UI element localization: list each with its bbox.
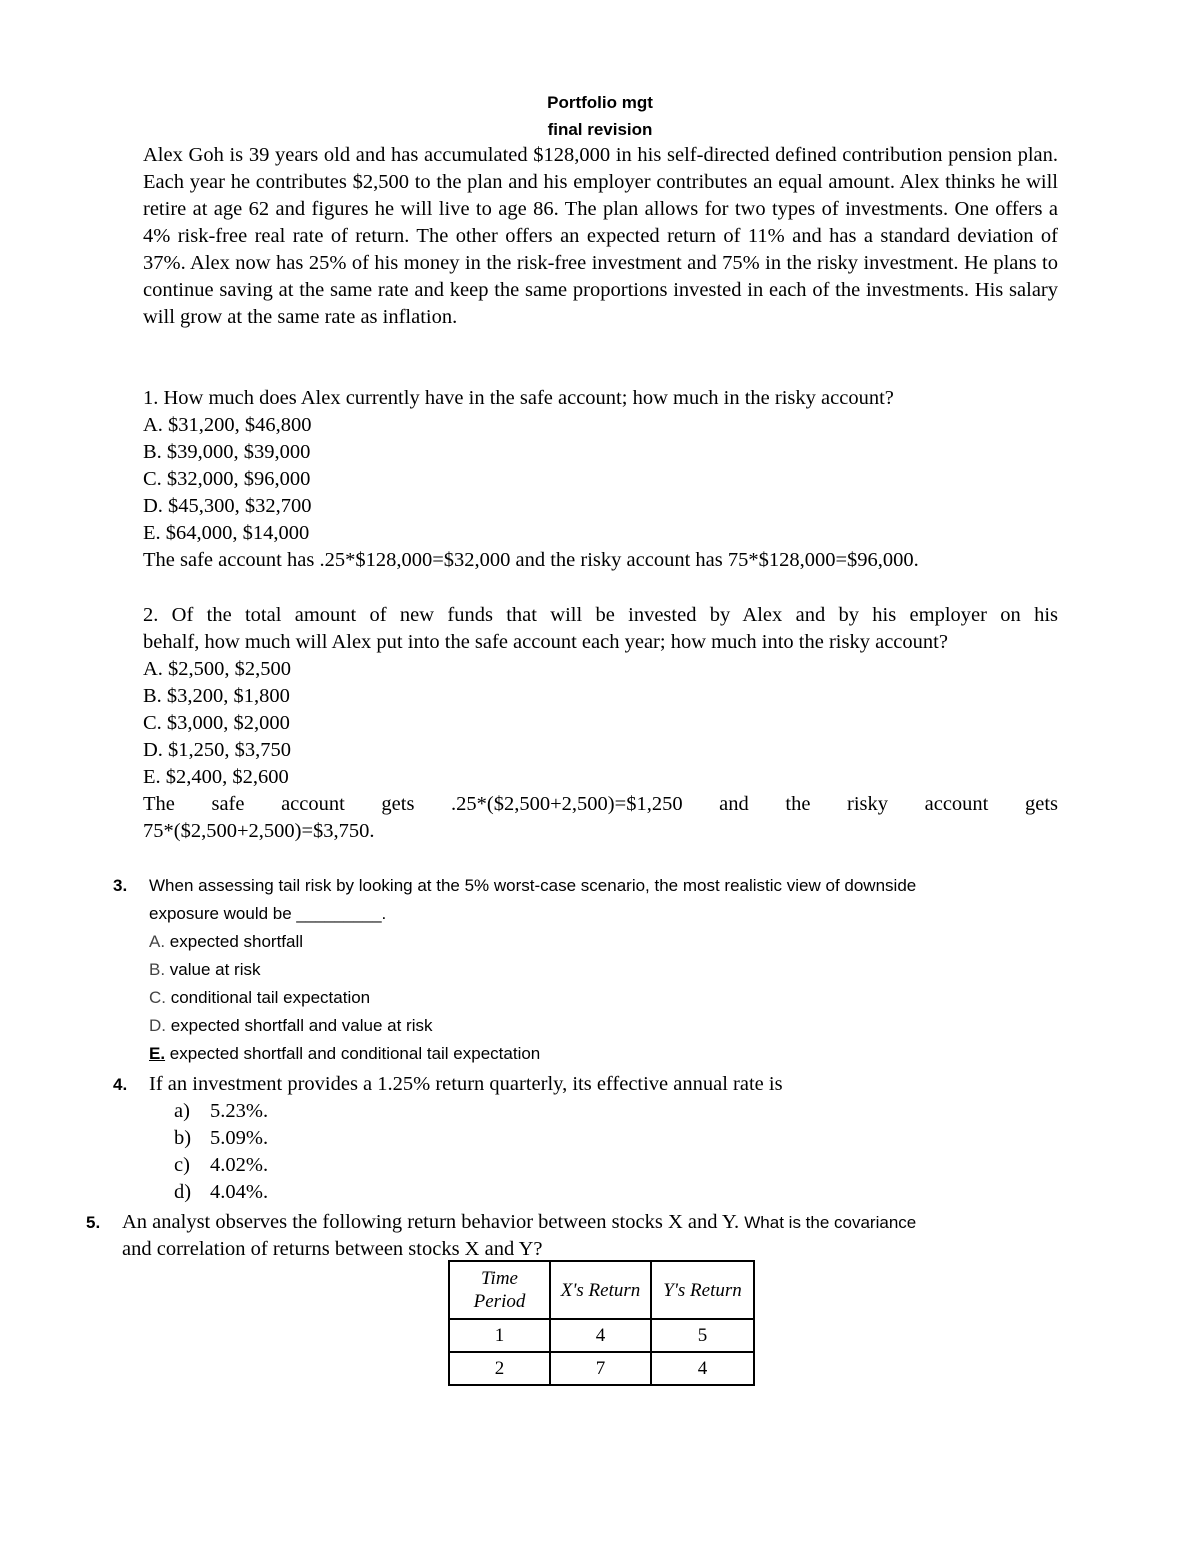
table-header-row — [449, 1261, 754, 1319]
question-3-option-a — [149, 928, 1058, 956]
option-text: expected shortfall and value at risk — [166, 1016, 433, 1035]
table-row — [449, 1319, 754, 1352]
question-3-stem-line-1: When assessing tail risk by looking at the 5% worst-case scenario, the most realistic view of downside — [149, 876, 917, 895]
question-3-option-e-correct — [149, 1040, 1058, 1068]
title-block — [0, 89, 1200, 143]
question-1-option-d: D. $45,300, $32,700 — [143, 495, 312, 517]
option-text: value at risk — [165, 960, 261, 979]
question-4-option-c — [174, 1152, 1058, 1179]
header-time-period — [449, 1261, 550, 1319]
option-text: expected shortfall and conditional tail expectation — [165, 1044, 541, 1063]
question-3-option-d — [149, 1012, 1058, 1040]
intro-paragraph: Alex Goh is 39 years old and has accumulated $128,000 in his self-directed defined contribution pension plan. Each year he contributes $2,500 to the plan and his employer contributes an equal amount. Alex thinks he will retire at age 62 and figures he will live to age 86. The plan allows for two types of investments. One offers a 4% risk-free real rate of return. The other offers an expected return of 11% and has a standard deviation of 37%. Alex now has 25% of his money in the risk-free investment and 75% in the risky investment. He plans to continue saving at the same rate and keep the same proportions invested in each of the investments. His salary will grow at the same rate as inflation. — [143, 144, 1058, 328]
option-text: 4.02%. — [210, 1154, 269, 1176]
table-cell-x: 4 — [550, 1319, 651, 1352]
option-letter: d) — [174, 1181, 192, 1203]
question-5 — [86, 1209, 1058, 1263]
question-4-number: 4. — [113, 1075, 128, 1094]
question-2-stem-line-1: 2. Of the total amount of new funds that will be invested by Alex and by his employer on his — [143, 604, 1058, 626]
question-3-stem-line-2: exposure would be _________. — [149, 904, 387, 923]
question-3-option-c — [149, 984, 1058, 1012]
table-cell-x: 7 — [550, 1352, 651, 1385]
option-letter: b) — [174, 1127, 192, 1149]
page-subtitle: final revision — [547, 120, 653, 139]
question-2-option-e: E. $2,400, $2,600 — [143, 766, 289, 788]
table-cell-period: 2 — [449, 1352, 550, 1385]
question-1-option-c: C. $32,000, $96,000 — [143, 468, 311, 490]
table-cell-y: 4 — [651, 1352, 754, 1385]
table-cell-period: 1 — [449, 1319, 550, 1352]
option-letter: A. — [149, 932, 166, 951]
question-4-option-d — [174, 1179, 1058, 1206]
header-time-line-2: Period — [473, 1291, 526, 1312]
question-2-option-b: B. $3,200, $1,800 — [143, 685, 290, 707]
question-2-answer-line-1: The safe account gets .25*($2,500+2,500)=$1,250 and the risky account gets — [143, 793, 1058, 815]
question-5-stem-serif: An analyst observes the following return behavior between stocks X and Y. — [122, 1211, 745, 1233]
question-4 — [113, 1071, 1058, 1206]
question-5-number: 5. — [86, 1213, 101, 1232]
option-letter: a) — [174, 1100, 190, 1122]
question-1 — [143, 385, 1058, 574]
question-2-stem-line-2: behalf, how much will Alex put into the safe account each year; how much into the risky account? — [143, 631, 948, 653]
option-text: expected shortfall — [165, 932, 304, 951]
option-text: 4.04%. — [210, 1181, 269, 1203]
option-text: conditional tail expectation — [166, 988, 371, 1007]
table-cell-y: 5 — [651, 1319, 754, 1352]
question-5-stem-sans: What is the covariance — [744, 1213, 917, 1232]
question-1-option-a: A. $31,200, $46,800 — [143, 414, 312, 436]
question-3-number: 3. — [113, 876, 128, 895]
option-text: 5.23%. — [210, 1100, 269, 1122]
header-x-return: X's Return — [550, 1261, 651, 1319]
question-4-option-a — [174, 1098, 1058, 1125]
option-letter: c) — [174, 1154, 190, 1176]
page-title: Portfolio mgt — [547, 93, 653, 112]
question-2 — [143, 602, 1058, 845]
option-letter: B. — [149, 960, 166, 979]
question-4-stem: If an investment provides a 1.25% return quarterly, its effective annual rate is — [149, 1073, 783, 1095]
question-1-option-e: E. $64,000, $14,000 — [143, 522, 310, 544]
returns-table — [448, 1260, 755, 1386]
header-time-line-1: Time — [481, 1268, 518, 1289]
question-3-option-b — [149, 956, 1058, 984]
question-2-option-c: C. $3,000, $2,000 — [143, 712, 290, 734]
question-2-option-a: A. $2,500, $2,500 — [143, 658, 292, 680]
question-1-stem: 1. How much does Alex currently have in the safe account; how much in the risky account? — [143, 387, 894, 409]
header-y-return: Y's Return — [651, 1261, 754, 1319]
question-5-stem-line-2: and correlation of returns between stocks X and Y? — [122, 1238, 543, 1260]
question-3 — [113, 872, 1058, 1068]
option-letter: C. — [149, 988, 166, 1007]
question-1-answer: The safe account has .25*$128,000=$32,000 and the risky account has 75*$128,000=$96,000. — [143, 549, 919, 571]
table-row — [449, 1352, 754, 1385]
option-text: 5.09%. — [210, 1127, 269, 1149]
question-4-option-b — [174, 1125, 1058, 1152]
question-5-stem-line-1 — [122, 1209, 1058, 1236]
question-2-option-d: D. $1,250, $3,750 — [143, 739, 292, 761]
question-2-answer-line-2: 75*($2,500+2,500)=$3,750. — [143, 820, 375, 842]
question-1-option-b: B. $39,000, $39,000 — [143, 441, 311, 463]
option-letter: D. — [149, 1016, 166, 1035]
option-letter: E. — [149, 1044, 166, 1063]
